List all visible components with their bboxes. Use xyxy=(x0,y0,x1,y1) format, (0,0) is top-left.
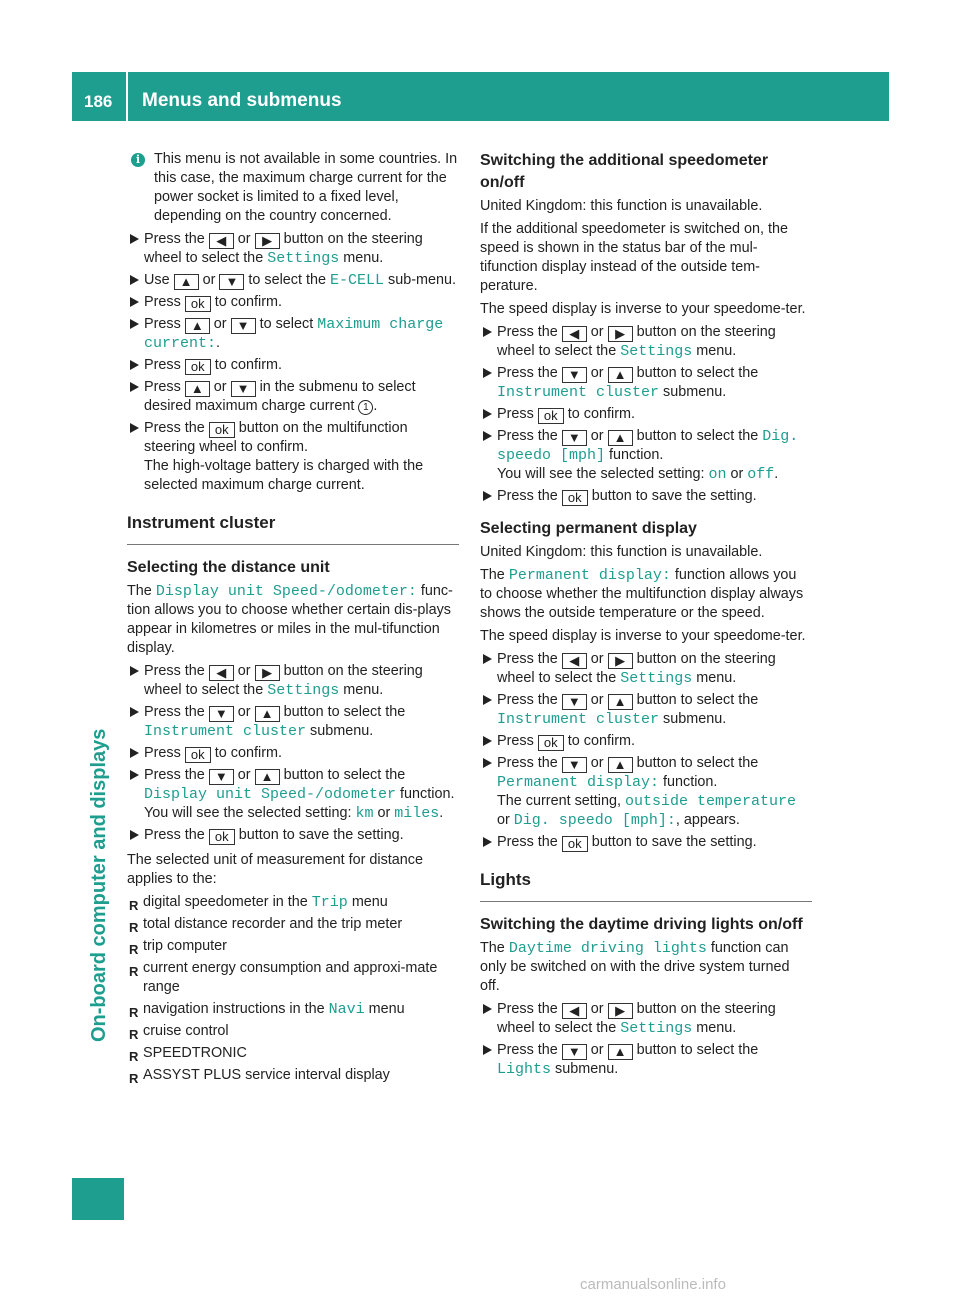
step-text: button to save the setting. xyxy=(238,827,404,843)
list-item-text: menu xyxy=(368,1001,405,1017)
menu-name-instrument-cluster: Instrument cluster xyxy=(144,723,307,740)
down-arrow-key-icon: ▼ xyxy=(562,367,587,383)
step-text: . xyxy=(439,805,444,821)
paragraph-text: func-tion allows you to choose whether certain dis-plays appear in kilometres or miles in the mul-tifunction display. xyxy=(127,583,453,656)
step-arrow-icon xyxy=(483,837,492,847)
step-arrow-icon xyxy=(483,368,492,378)
step-text: button to select the xyxy=(283,767,406,783)
step-text: , appears. xyxy=(675,812,740,828)
step-text: submenu. xyxy=(663,384,727,400)
step-text: The current setting, xyxy=(497,793,621,809)
step-text: You will see the selected setting: xyxy=(144,805,352,821)
step-text: You will see the selected setting: xyxy=(497,466,705,482)
step-text: Press the xyxy=(497,488,558,504)
or-text: or xyxy=(590,755,604,771)
function-name-display-unit: Display unit Speed-/odometer: xyxy=(155,583,417,600)
paragraph xyxy=(480,939,812,996)
step-result-text xyxy=(497,465,812,484)
step-text: button on the multifunction steering wheel to confirm. xyxy=(144,420,408,455)
page-title: Menus and submenus xyxy=(142,90,342,111)
step-text: button to select the xyxy=(636,365,759,381)
step xyxy=(480,323,812,361)
info-note xyxy=(127,150,459,226)
up-arrow-key-icon: ▲ xyxy=(608,757,633,773)
header-divider xyxy=(126,72,128,121)
step-arrow-icon xyxy=(130,382,139,392)
list-item xyxy=(127,915,459,934)
list-item-text: ASSYST PLUS service interval display xyxy=(143,1067,390,1083)
step-text: Press the xyxy=(497,324,558,340)
paragraph-text: The xyxy=(480,567,505,583)
paragraph xyxy=(480,566,812,623)
step-text: in the submenu to select desired maximum charge current xyxy=(144,379,416,414)
bullet-r-icon: R xyxy=(129,942,139,957)
or-text: or xyxy=(213,379,227,395)
step-arrow-icon xyxy=(483,491,492,501)
list-item-text: trip computer xyxy=(143,938,227,954)
step xyxy=(127,766,459,823)
step xyxy=(127,315,459,353)
step-text: button on the steering wheel to select the xyxy=(497,1001,776,1036)
step xyxy=(127,703,459,741)
step-text: to confirm. xyxy=(214,745,282,761)
left-arrow-key-icon: ◀ xyxy=(562,653,587,669)
step xyxy=(127,378,459,416)
step-text: button to save the setting. xyxy=(591,488,757,504)
step-text: Use xyxy=(144,272,170,288)
step xyxy=(480,691,812,729)
setting-value-km: km xyxy=(355,805,374,822)
step-result-text: The high-voltage battery is charged with the selected maximum charge current. xyxy=(144,458,424,493)
up-arrow-key-icon: ▲ xyxy=(608,367,633,383)
step-text: . xyxy=(774,466,779,482)
list-item xyxy=(127,1044,459,1063)
step-arrow-icon xyxy=(483,431,492,441)
ok-key-icon: ok xyxy=(185,296,211,312)
step xyxy=(480,364,812,402)
bullet-r-icon: R xyxy=(129,1049,139,1064)
step-text: Press the xyxy=(497,1001,558,1017)
menu-name-lights: Lights xyxy=(497,1061,552,1078)
step-text: Press the xyxy=(497,651,558,667)
step-text: to confirm. xyxy=(567,733,635,749)
step-arrow-icon xyxy=(483,654,492,664)
or-text: or xyxy=(730,466,744,482)
step-text: Press the xyxy=(497,834,558,850)
step-text: submenu. xyxy=(310,723,374,739)
function-name-display-unit: Display unit Speed-/odometer xyxy=(144,786,397,803)
step-text: to confirm. xyxy=(567,406,635,422)
list-item xyxy=(127,1066,459,1085)
bullet-r-icon: R xyxy=(129,898,139,913)
step-text: button on the steering wheel to select the xyxy=(497,324,776,359)
function-name-maximum-charge-current: Maximum charge current: xyxy=(144,316,444,352)
menu-name-settings: Settings xyxy=(267,682,340,699)
list-item-text: digital speedometer in the xyxy=(143,894,308,910)
right-arrow-key-icon: ▶ xyxy=(608,1003,633,1019)
ok-key-icon: ok xyxy=(209,829,235,845)
step-text: . xyxy=(373,398,378,414)
step-text: Press xyxy=(497,406,534,422)
step-text: Press the xyxy=(497,755,558,771)
bullet-r-icon: R xyxy=(129,964,139,979)
list-item-text: current energy consumption and approxi-mate range xyxy=(143,960,438,995)
list-item-text: SPEEDTRONIC xyxy=(143,1045,247,1061)
menu-name-settings: Settings xyxy=(620,343,693,360)
ok-key-icon: ok xyxy=(185,747,211,763)
paragraph-text: The xyxy=(127,583,152,599)
step-text: Press the xyxy=(144,231,205,247)
step xyxy=(127,271,459,290)
ok-key-icon: ok xyxy=(538,408,564,424)
step-text: Press xyxy=(497,733,534,749)
step-text: button to select the xyxy=(636,755,759,771)
subsection-heading-permanent-display: Selecting permanent display xyxy=(480,520,697,537)
callout-one-icon: 1 xyxy=(358,400,373,415)
step-arrow-icon xyxy=(130,770,139,780)
or-text: or xyxy=(237,663,251,679)
setting-value-on: on xyxy=(708,466,727,483)
subsection-heading-distance-unit: Selecting the distance unit xyxy=(127,559,330,576)
or-text: or xyxy=(590,365,604,381)
paragraph-text: function can only be switched on with the drive system turned off. xyxy=(480,940,790,994)
list-item-text: cruise control xyxy=(143,1023,229,1039)
step-arrow-icon xyxy=(483,1045,492,1055)
step xyxy=(127,744,459,763)
right-column xyxy=(480,150,812,1082)
left-arrow-key-icon: ◀ xyxy=(209,233,234,249)
step-text: menu. xyxy=(343,250,384,266)
left-arrow-key-icon: ◀ xyxy=(562,326,587,342)
step xyxy=(480,487,812,506)
step-text: to confirm. xyxy=(214,294,282,310)
step-arrow-icon xyxy=(483,758,492,768)
step xyxy=(480,732,812,751)
paragraph: The selected unit of measurement for distance applies to the: xyxy=(127,852,423,887)
subsection-heading-additional-speedometer: Switching the additional speedometer on/off xyxy=(480,152,769,191)
down-arrow-key-icon: ▼ xyxy=(562,757,587,773)
step-text: submenu. xyxy=(555,1061,619,1077)
step xyxy=(127,826,459,845)
step-result-text xyxy=(497,792,812,830)
up-arrow-key-icon: ▲ xyxy=(608,430,633,446)
step-text: Press the xyxy=(497,692,558,708)
step-text: Press the xyxy=(497,1042,558,1058)
step xyxy=(480,650,812,688)
or-text: or xyxy=(237,704,251,720)
step-arrow-icon xyxy=(483,695,492,705)
bullet-r-icon: R xyxy=(129,1027,139,1042)
right-arrow-key-icon: ▶ xyxy=(608,653,633,669)
step-arrow-icon xyxy=(483,409,492,419)
bullet-r-icon: R xyxy=(129,1005,139,1020)
or-text: or xyxy=(377,805,391,821)
menu-name-navi: Navi xyxy=(328,1001,365,1018)
bullet-r-icon: R xyxy=(129,920,139,935)
step-text: menu. xyxy=(696,1020,737,1036)
or-text: or xyxy=(497,812,510,828)
site-watermark: carmanualsonline.info xyxy=(580,1276,726,1293)
step xyxy=(127,419,459,495)
paragraph: The speed display is inverse to your speedome-ter. xyxy=(480,628,806,644)
list-item xyxy=(127,893,459,912)
up-arrow-key-icon: ▲ xyxy=(185,318,210,334)
step-arrow-icon xyxy=(130,748,139,758)
down-arrow-key-icon: ▼ xyxy=(209,769,234,785)
up-arrow-key-icon: ▲ xyxy=(608,1044,633,1060)
step-text: function. xyxy=(663,774,718,790)
or-text: or xyxy=(590,324,604,340)
down-arrow-key-icon: ▼ xyxy=(209,706,234,722)
step-arrow-icon xyxy=(130,234,139,244)
list-item xyxy=(127,937,459,956)
step-text: sub-menu. xyxy=(388,272,457,288)
step-text: Press xyxy=(144,745,181,761)
left-arrow-key-icon: ◀ xyxy=(562,1003,587,1019)
step-text: submenu. xyxy=(663,711,727,727)
step-text: . xyxy=(216,335,221,351)
step-text: to select the xyxy=(248,272,326,288)
step-arrow-icon xyxy=(130,423,139,433)
step-text: function. xyxy=(400,786,455,802)
or-text: or xyxy=(590,692,604,708)
step xyxy=(480,754,812,830)
step-text: button to select the xyxy=(636,1042,759,1058)
up-arrow-key-icon: ▲ xyxy=(174,274,199,290)
step-text: Press xyxy=(144,357,181,373)
section-heading-lights: Lights xyxy=(480,870,812,902)
step-text: menu. xyxy=(696,670,737,686)
down-arrow-key-icon: ▼ xyxy=(219,274,244,290)
step-text: Press the xyxy=(144,704,205,720)
down-arrow-key-icon: ▼ xyxy=(562,430,587,446)
step-arrow-icon xyxy=(130,360,139,370)
ok-key-icon: ok xyxy=(538,735,564,751)
step-text: menu. xyxy=(343,682,384,698)
up-arrow-key-icon: ▲ xyxy=(255,769,280,785)
step-arrow-icon xyxy=(130,830,139,840)
setting-value-off: off xyxy=(747,466,775,483)
step-text: menu. xyxy=(696,343,737,359)
list-item-text: menu xyxy=(351,894,388,910)
paragraph: If the additional speedometer is switched on, the speed is shown in the status bar of the mul-tifunction display instead of the outside tem-perature. xyxy=(480,221,788,294)
paragraph: The speed display is inverse to your speedome-ter. xyxy=(480,301,806,317)
step-arrow-icon xyxy=(130,275,139,285)
section-side-title: On-board computer and displays xyxy=(88,728,110,1042)
right-arrow-key-icon: ▶ xyxy=(255,233,280,249)
setting-value-dig-speedo: Dig. speedo [mph]: xyxy=(513,812,676,829)
step-text: button to select the xyxy=(283,704,406,720)
function-name-permanent-display: Permanent display: xyxy=(497,774,660,791)
ok-key-icon: ok xyxy=(185,359,211,375)
list-item-text: total distance recorder and the trip meter xyxy=(143,916,403,932)
section-heading-instrument-cluster: Instrument cluster xyxy=(127,513,459,545)
step xyxy=(480,1000,812,1038)
step-text: Press xyxy=(144,316,181,332)
step-result-text xyxy=(144,804,459,823)
step-text: button to save the setting. xyxy=(591,834,757,850)
step xyxy=(127,356,459,375)
page-number: 186 xyxy=(84,92,113,111)
step-text: Press the xyxy=(144,827,205,843)
up-arrow-key-icon: ▲ xyxy=(185,381,210,397)
function-name-permanent-display: Permanent display: xyxy=(508,567,671,584)
down-arrow-key-icon: ▼ xyxy=(562,694,587,710)
step-text: to confirm. xyxy=(214,357,282,373)
right-arrow-key-icon: ▶ xyxy=(255,665,280,681)
step-text: button on the steering wheel to select the xyxy=(144,231,423,266)
step-arrow-icon xyxy=(130,707,139,717)
ok-key-icon: ok xyxy=(209,422,235,438)
step-text: button to select the xyxy=(636,692,759,708)
step xyxy=(127,230,459,268)
list-item xyxy=(127,1022,459,1041)
step xyxy=(480,405,812,424)
step-text: Press the xyxy=(144,767,205,783)
step-text: to select xyxy=(259,316,314,332)
ok-key-icon: ok xyxy=(562,490,588,506)
right-arrow-key-icon: ▶ xyxy=(608,326,633,342)
paragraph xyxy=(127,582,459,658)
step-text: Press the xyxy=(144,663,205,679)
list-item xyxy=(127,959,459,997)
side-marker-block xyxy=(72,1178,124,1220)
step-arrow-icon xyxy=(483,736,492,746)
step-arrow-icon xyxy=(483,327,492,337)
down-arrow-key-icon: ▼ xyxy=(562,1044,587,1060)
step-text: function. xyxy=(609,447,664,463)
step xyxy=(480,427,812,484)
ok-key-icon: ok xyxy=(562,836,588,852)
or-text: or xyxy=(590,651,604,667)
or-text: or xyxy=(213,316,227,332)
list-item-text: navigation instructions in the xyxy=(143,1001,325,1017)
step xyxy=(480,1041,812,1079)
info-note-text: This menu is not available in some countries. In this case, the maximum charge current for the power socket is limited to a fixed level, depending on the country concerned. xyxy=(154,151,458,224)
step-arrow-icon xyxy=(130,297,139,307)
step-text: Press the xyxy=(497,365,558,381)
step-text: Press the xyxy=(497,428,558,444)
paragraph: United Kingdom: this function is unavailable. xyxy=(480,198,763,214)
menu-name-instrument-cluster: Instrument cluster xyxy=(497,384,660,401)
step xyxy=(127,293,459,312)
step-text: Press xyxy=(144,294,181,310)
or-text: or xyxy=(590,1001,604,1017)
bullet-r-icon: R xyxy=(129,1071,139,1086)
function-name-daytime-driving-lights: Daytime driving lights xyxy=(508,940,707,957)
step xyxy=(127,662,459,700)
menu-name-settings: Settings xyxy=(620,1020,693,1037)
or-text: or xyxy=(590,428,604,444)
or-text: or xyxy=(237,767,251,783)
left-column xyxy=(127,150,459,1088)
info-icon: i xyxy=(131,153,145,167)
or-text: or xyxy=(237,231,251,247)
menu-name-instrument-cluster: Instrument cluster xyxy=(497,711,660,728)
list-item xyxy=(127,1000,459,1019)
paragraph-text: function allows you to choose whether the multifunction display always shows the outside temperature or the speed. xyxy=(480,567,804,621)
left-arrow-key-icon: ◀ xyxy=(209,665,234,681)
step-text: button to select the xyxy=(636,428,759,444)
menu-name-trip: Trip xyxy=(311,894,348,911)
step-text: button on the steering wheel to select the xyxy=(144,663,423,698)
or-text: or xyxy=(202,272,216,288)
menu-name-settings: Settings xyxy=(267,250,340,267)
paragraph-text: The xyxy=(480,940,505,956)
subsection-heading-daytime-lights: Switching the daytime driving lights on/off xyxy=(480,916,803,933)
step-text: button on the steering wheel to select the xyxy=(497,651,776,686)
up-arrow-key-icon: ▲ xyxy=(255,706,280,722)
down-arrow-key-icon: ▼ xyxy=(231,318,256,334)
menu-name-e-cell: E-CELL xyxy=(330,272,385,289)
function-name-dig-speedo: Dig. speedo [mph] xyxy=(497,428,799,464)
header-bar xyxy=(72,72,889,121)
or-text: or xyxy=(590,1042,604,1058)
step-arrow-icon xyxy=(483,1004,492,1014)
down-arrow-key-icon: ▼ xyxy=(231,381,256,397)
step-text: Press xyxy=(144,379,181,395)
setting-value-miles: miles xyxy=(394,805,440,822)
step xyxy=(480,833,812,852)
paragraph: United Kingdom: this function is unavailable. xyxy=(480,544,763,560)
step-arrow-icon xyxy=(130,319,139,329)
setting-value-outside-temperature: outside temperature xyxy=(624,793,797,810)
menu-name-settings: Settings xyxy=(620,670,693,687)
up-arrow-key-icon: ▲ xyxy=(608,694,633,710)
step-arrow-icon xyxy=(130,666,139,676)
step-text: Press the xyxy=(144,420,205,436)
